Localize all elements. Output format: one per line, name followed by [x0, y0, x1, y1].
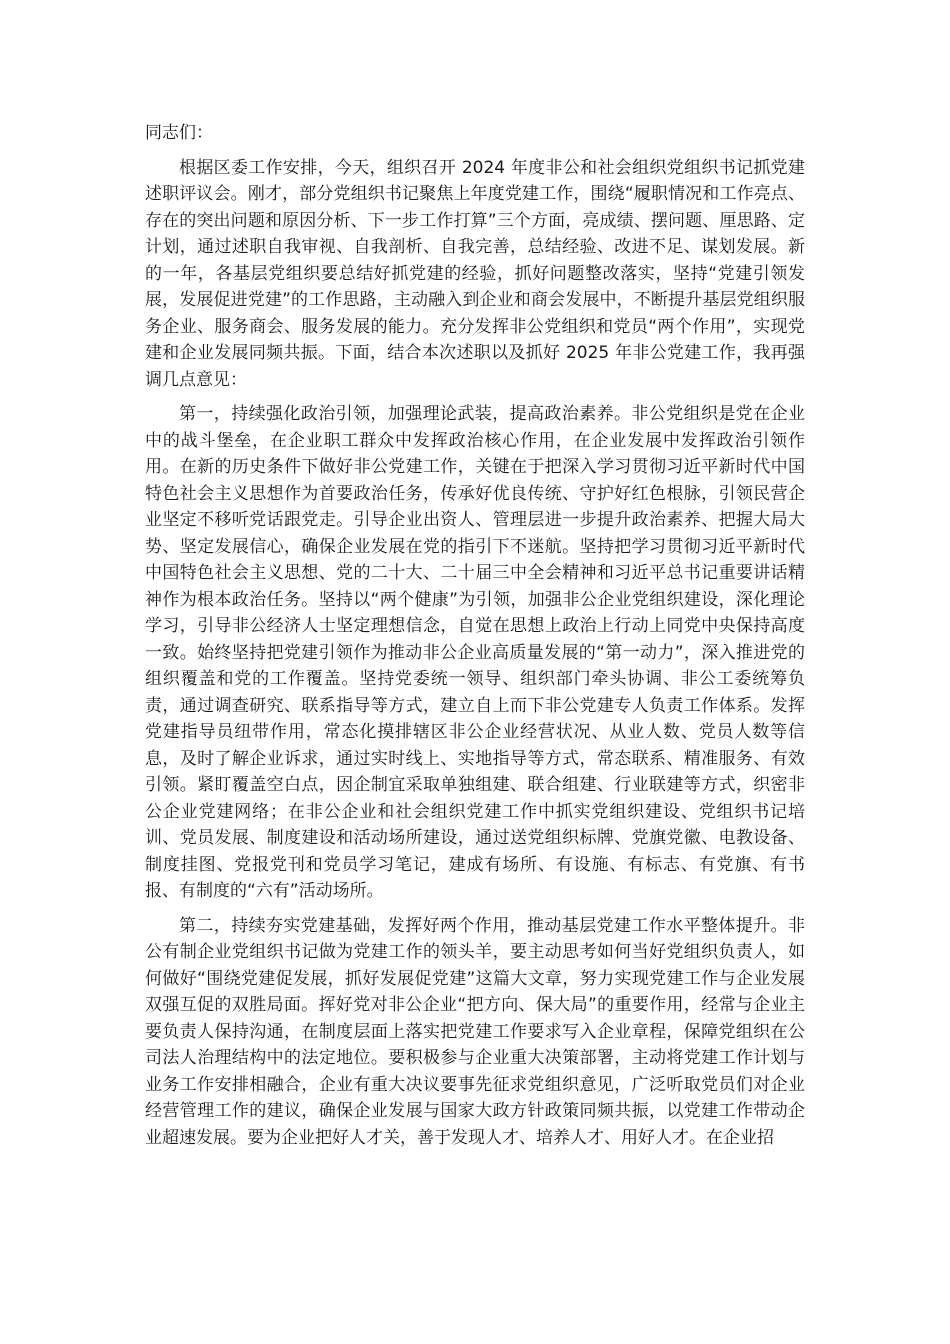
- paragraph-point-one: 第一，持续强化政治引领，加强理论武装，提高政治素养。非公党组织是党在企业中的战斗堡垒，在企业职工群众中发挥政治核心作用，在企业发展中发挥政治引领作用。在新的历史条件下做好非公党建工作，关键在于把深入学习贯彻习近平新时代中国特色社会主义思想作为首要政治任务，传承好优良传统、守护好红色根脉，引领民营企业坚定不移听党话跟党走。引导企业出资人、管理层进一步提升政治素养、把握大局大势、坚定发展信心，确保企业发展在党的指引下不迷航。坚持把学习贯彻习近平新时代中国特色社会主义思想、党的二十大、二十届三中全会精神和习近平总书记重要讲话精神作为根本政治任务。坚持以“两个健康”为引领，加强非公企业党组织建设，深化理论学习，引导非公经济人士坚定理想信念，自觉在思想上政治上行动上同党中央保持高度一致。始终坚持把党建引领作为推动非公企业高质量发展的“第一动力”，深入推进党的组织覆盖和党的工作覆盖。坚持党委统一领导、组织部门牵头协调、非公工委统筹负责，通过调查研究、联系指导等方式，建立自上而下非公党建专人负责工作体系。发挥党建指导员纽带作用，常态化摸排辖区非公企业经营状况、从业人数、党员人数等信息，及时了解企业诉求，通过实时线上、实地指导等方式，常态联系、精准服务、有效引领。紧盯覆盖空白点，因企制宜采取单独组建、联合组建、行业联建等方式，织密非公企业党建网络；在非公企业和社会组织党建工作中抓实党组织建设、党组织书记培训、党员发展、制度建设和活动场所建设，通过送党组织标牌、党旗党徽、电教设备、制度挂图、党报党刊和党员学习笔记，建成有场所、有设施、有标志、有党旗、有书报、有制度的“六有”活动场所。: [145, 404, 805, 901]
- document-body: [145, 120, 805, 1159]
- paragraph-point-two: 第二，持续夯实党建基础，发挥好两个作用，推动基层党建工作水平整体提升。非公有制企业党组织书记做为党建工作的领头羊，要主动思考如何当好党组织负责人，如何做好“围绕党建促发展，抓好发展促党建”这篇大文章，努力实现党建工作与企业发展双强互促的双胜局面。挥好党对非公企业“把方向、保大局”的重要作用，经常与企业主要负责人保持沟通，在制度层面上落实把党建工作要求写入企业章程，保障党组织在公司法人治理结构中的法定地位。要积极参与企业重大决策部署，主动将党建工作计划与业务工作安排相融合，企业有重大决议要事先征求党组织意见，广泛听取党员们对企业经营管理工作的建议，确保企业发展与国家大政方针政策同频共振，以党建工作带动企业超速发展。要为企业把好人才关，善于发现人才、培养人才、用好人才。在企业招: [145, 915, 805, 1148]
- paragraph-opening: 根据区委工作安排，今天，组织召开 2024 年度非公和社会组织党组织书记抓党建述职评议会。刚才，部分党组织书记聚焦上年度党建工作，围绕“履职情况和工作亮点、存在的突出问题和原因分析、下一步工作打算”三个方面，亮成绩、摆问题、厘思路、定计划，通过述职自我审视、自我剖析、自我完善，总结经验、改进不足、谋划发展。新的一年，各基层党组织要总结好抓党建的经验，抓好问题整改落实，坚持“党建引领发展，发展促进党建”的工作思路，主动融入到企业和商会发展中，不断提升基层党组织服务企业、服务商会、服务发展的能力。充分发挥非公党组织和党员“两个作用”，实现党建和企业发展同频共振。下面，结合本次述职以及抓好 2025 年非公党建工作，我再强调几点意见：: [145, 157, 805, 390]
- salutation: 同志们：: [145, 123, 213, 143]
